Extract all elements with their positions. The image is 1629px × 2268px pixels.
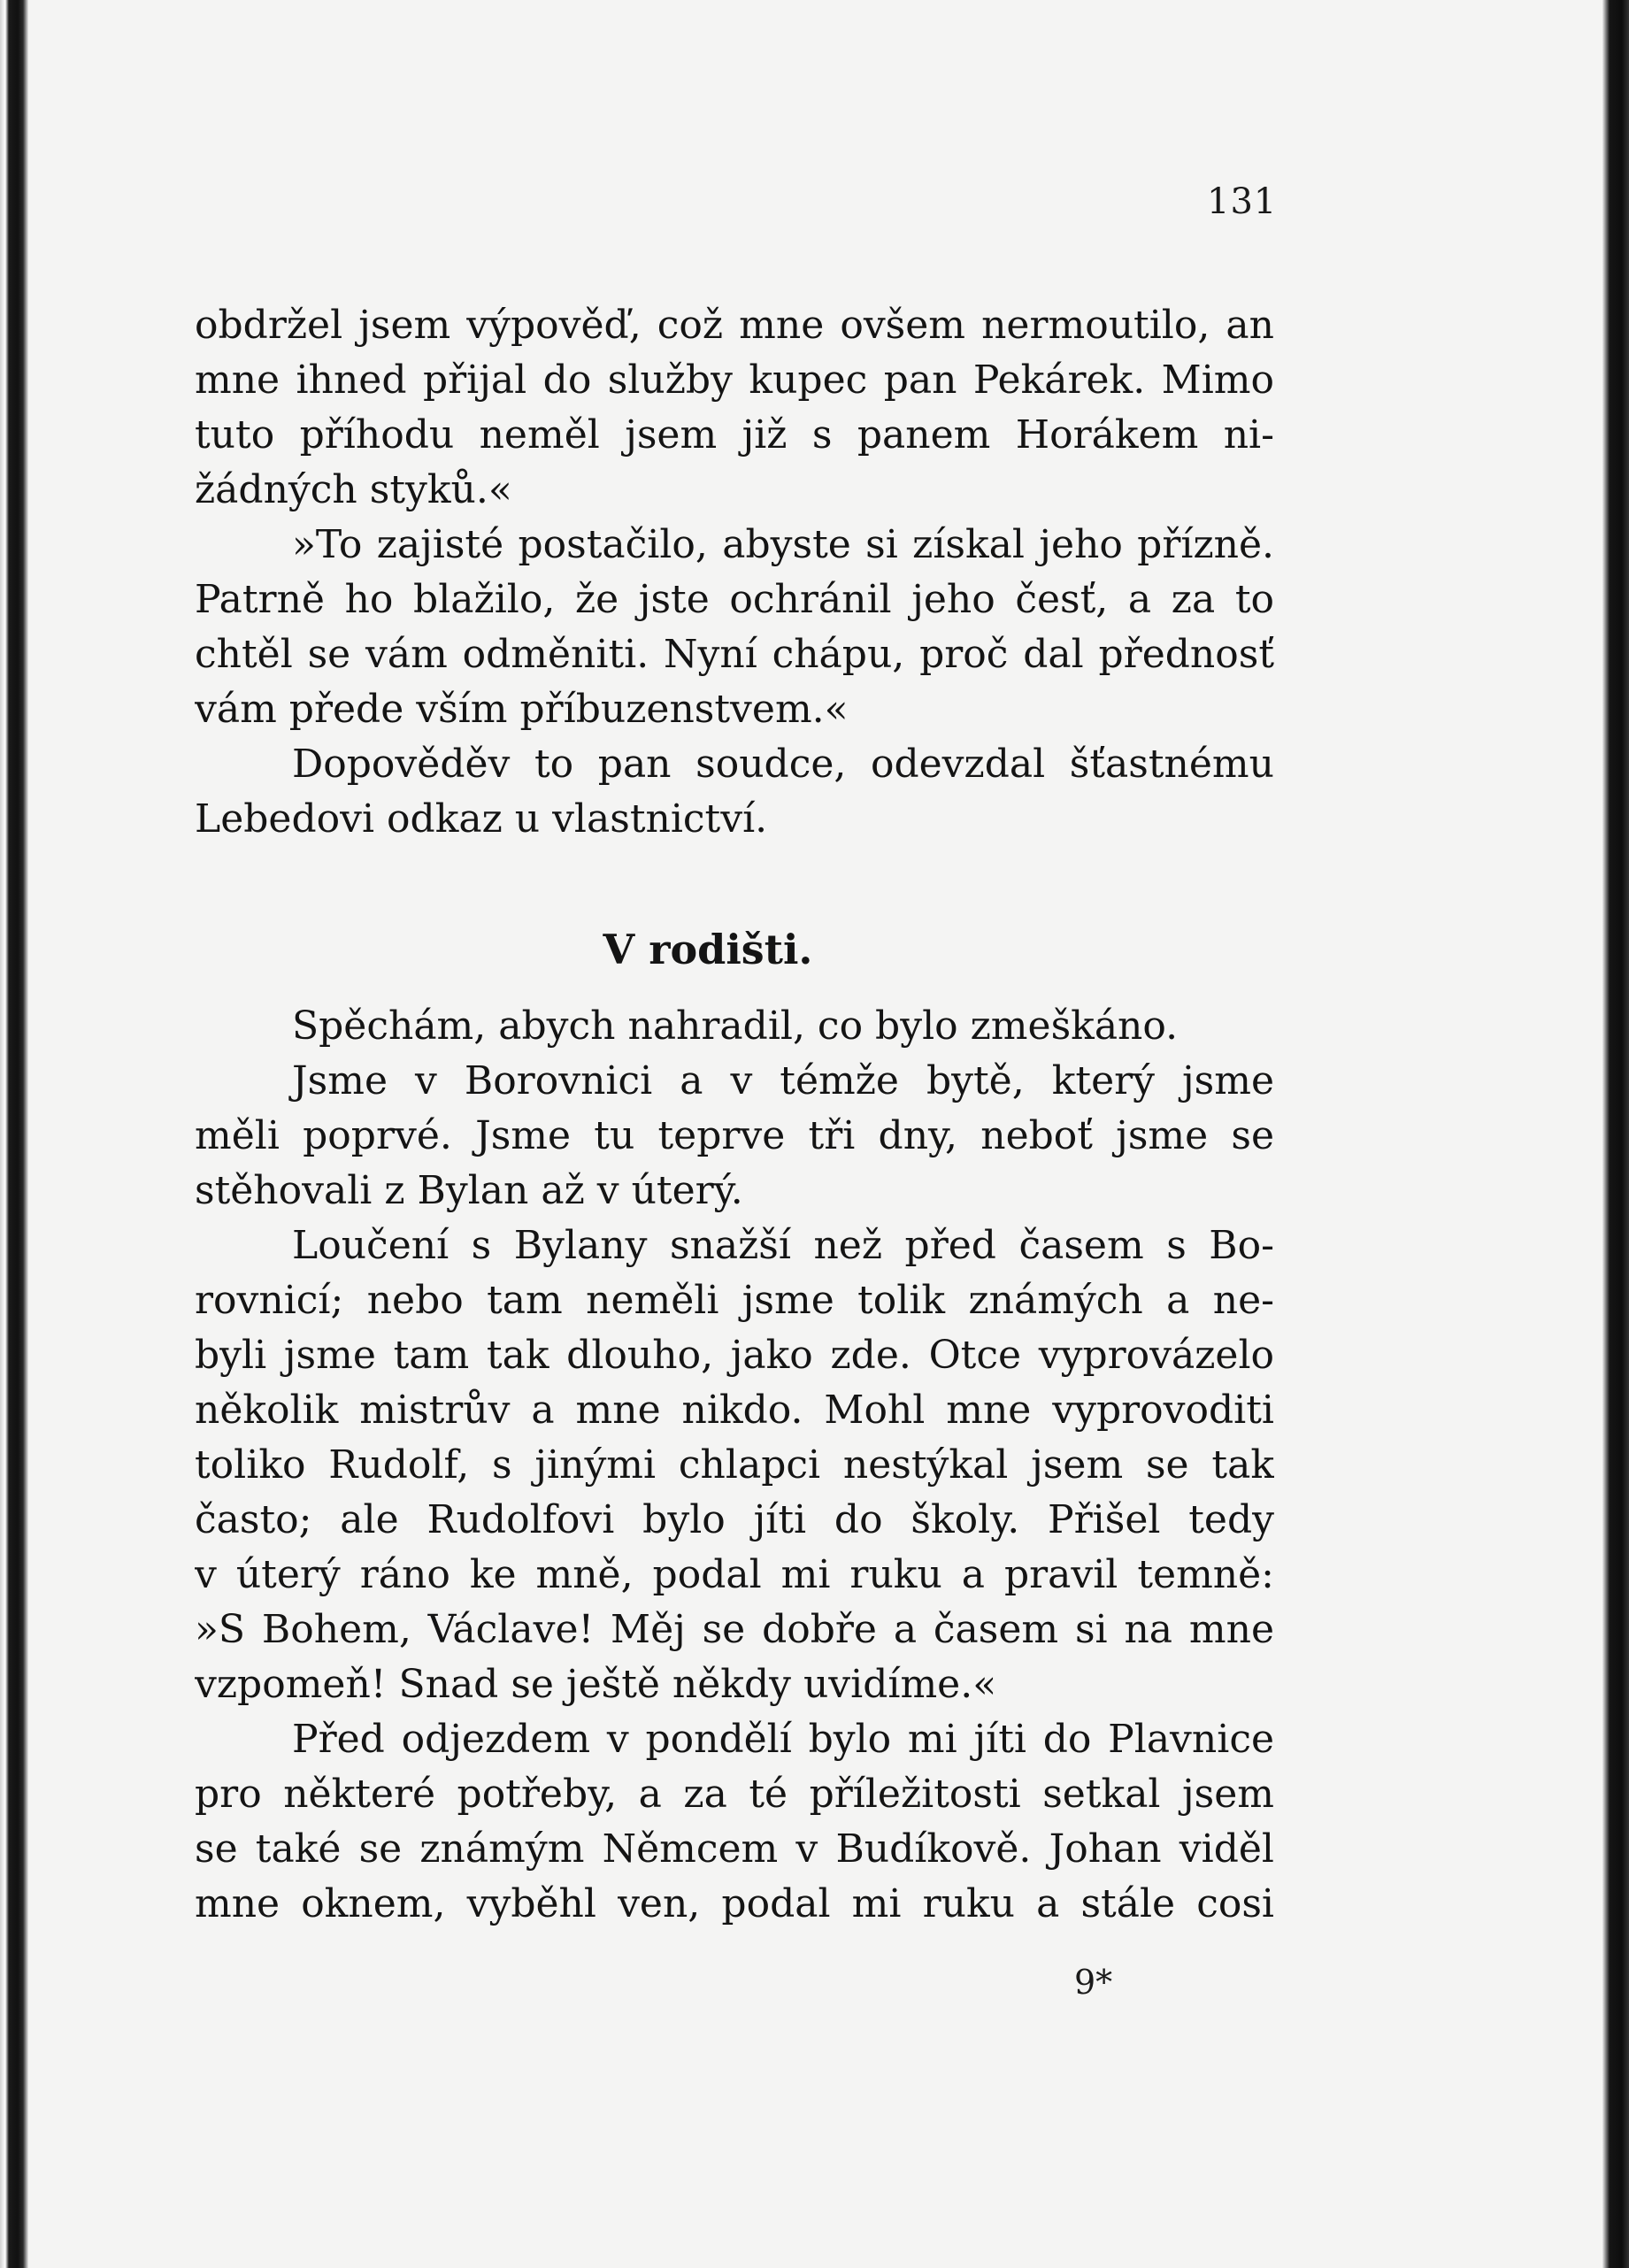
text-line: Patrně ho blažilo, že jste ochránil jeho česť, a za to	[195, 577, 1274, 622]
page-number: 131	[1207, 181, 1278, 222]
text-line: tuto příhodu neměl jsem již s panem Horákem ni-	[195, 412, 1274, 457]
scan-edge-left	[0, 0, 28, 2268]
text-line: Loučení s Bylany snažší než před časem s Bo-	[292, 1223, 1274, 1268]
text-line: pro některé potřeby, a za té příležitosti setkal jsem	[195, 1772, 1274, 1817]
signature-mark: 9*	[1074, 1963, 1113, 2002]
body-text	[195, 298, 1274, 1932]
text-line: chtěl se vám odměniti. Nyní chápu, proč dal přednosť	[195, 632, 1274, 677]
section-heading: V rodišti.	[603, 926, 813, 973]
text-line: rovnicí; nebo tam neměli jsme tolik známých a ne-	[195, 1278, 1274, 1323]
text-line: žádných styků.«	[195, 467, 512, 512]
text-line: vzpomeň! Snad se ještě někdy uvidíme.«	[195, 1662, 997, 1707]
scan-edge-right	[1602, 0, 1629, 2268]
text-line: Jsme v Borovnici a v témže bytě, který jsme	[292, 1058, 1274, 1103]
text-line: Před odjezdem v pondělí bylo mi jíti do Plavnice	[292, 1717, 1274, 1762]
text-line: se také se známým Němcem v Budíkově. Johan viděl	[195, 1826, 1274, 1872]
text-line: »To zajisté postačilo, abyste si získal jeho přízně.	[292, 522, 1274, 567]
text-line: měli poprvé. Jsme tu teprve tři dny, neboť jsme se	[195, 1113, 1274, 1158]
text-line: Lebedovi odkaz u vlastnictví.	[195, 796, 768, 842]
text-line: obdržel jsem výpověď, což mne ovšem nermoutilo, an	[195, 303, 1274, 348]
text-line: často; ale Rudolfovi bylo jíti do školy. Přišel tedy	[195, 1497, 1274, 1542]
text-line: Spěchám, abych nahradil, co bylo zmeškáno.	[292, 1003, 1179, 1049]
text-line: »S Bohem, Václave! Měj se dobře a časem si na mne	[195, 1607, 1274, 1652]
text-line: mne oknem, vyběhl ven, podal mi ruku a stále cosi	[195, 1881, 1274, 1926]
text-line: stěhovali z Bylan až v úterý.	[195, 1168, 743, 1213]
text-line: Dopověděv to pan soudce, odevzdal šťastnému	[292, 742, 1274, 787]
text-line: v úterý ráno ke mně, podal mi ruku a pravil temně:	[195, 1552, 1274, 1597]
text-line: vám přede vším příbuzenstvem.«	[195, 687, 849, 732]
text-line: byli jsme tam tak dlouho, jako zde. Otce vyprovázelo	[195, 1333, 1274, 1378]
text-line: mne ihned přijal do služby kupec pan Pekárek. Mimo	[195, 357, 1274, 403]
text-line: toliko Rudolf, s jinými chlapci nestýkal jsem se tak	[195, 1442, 1274, 1488]
text-line: několik mistrův a mne nikdo. Mohl mne vyprovoditi	[195, 1388, 1274, 1433]
